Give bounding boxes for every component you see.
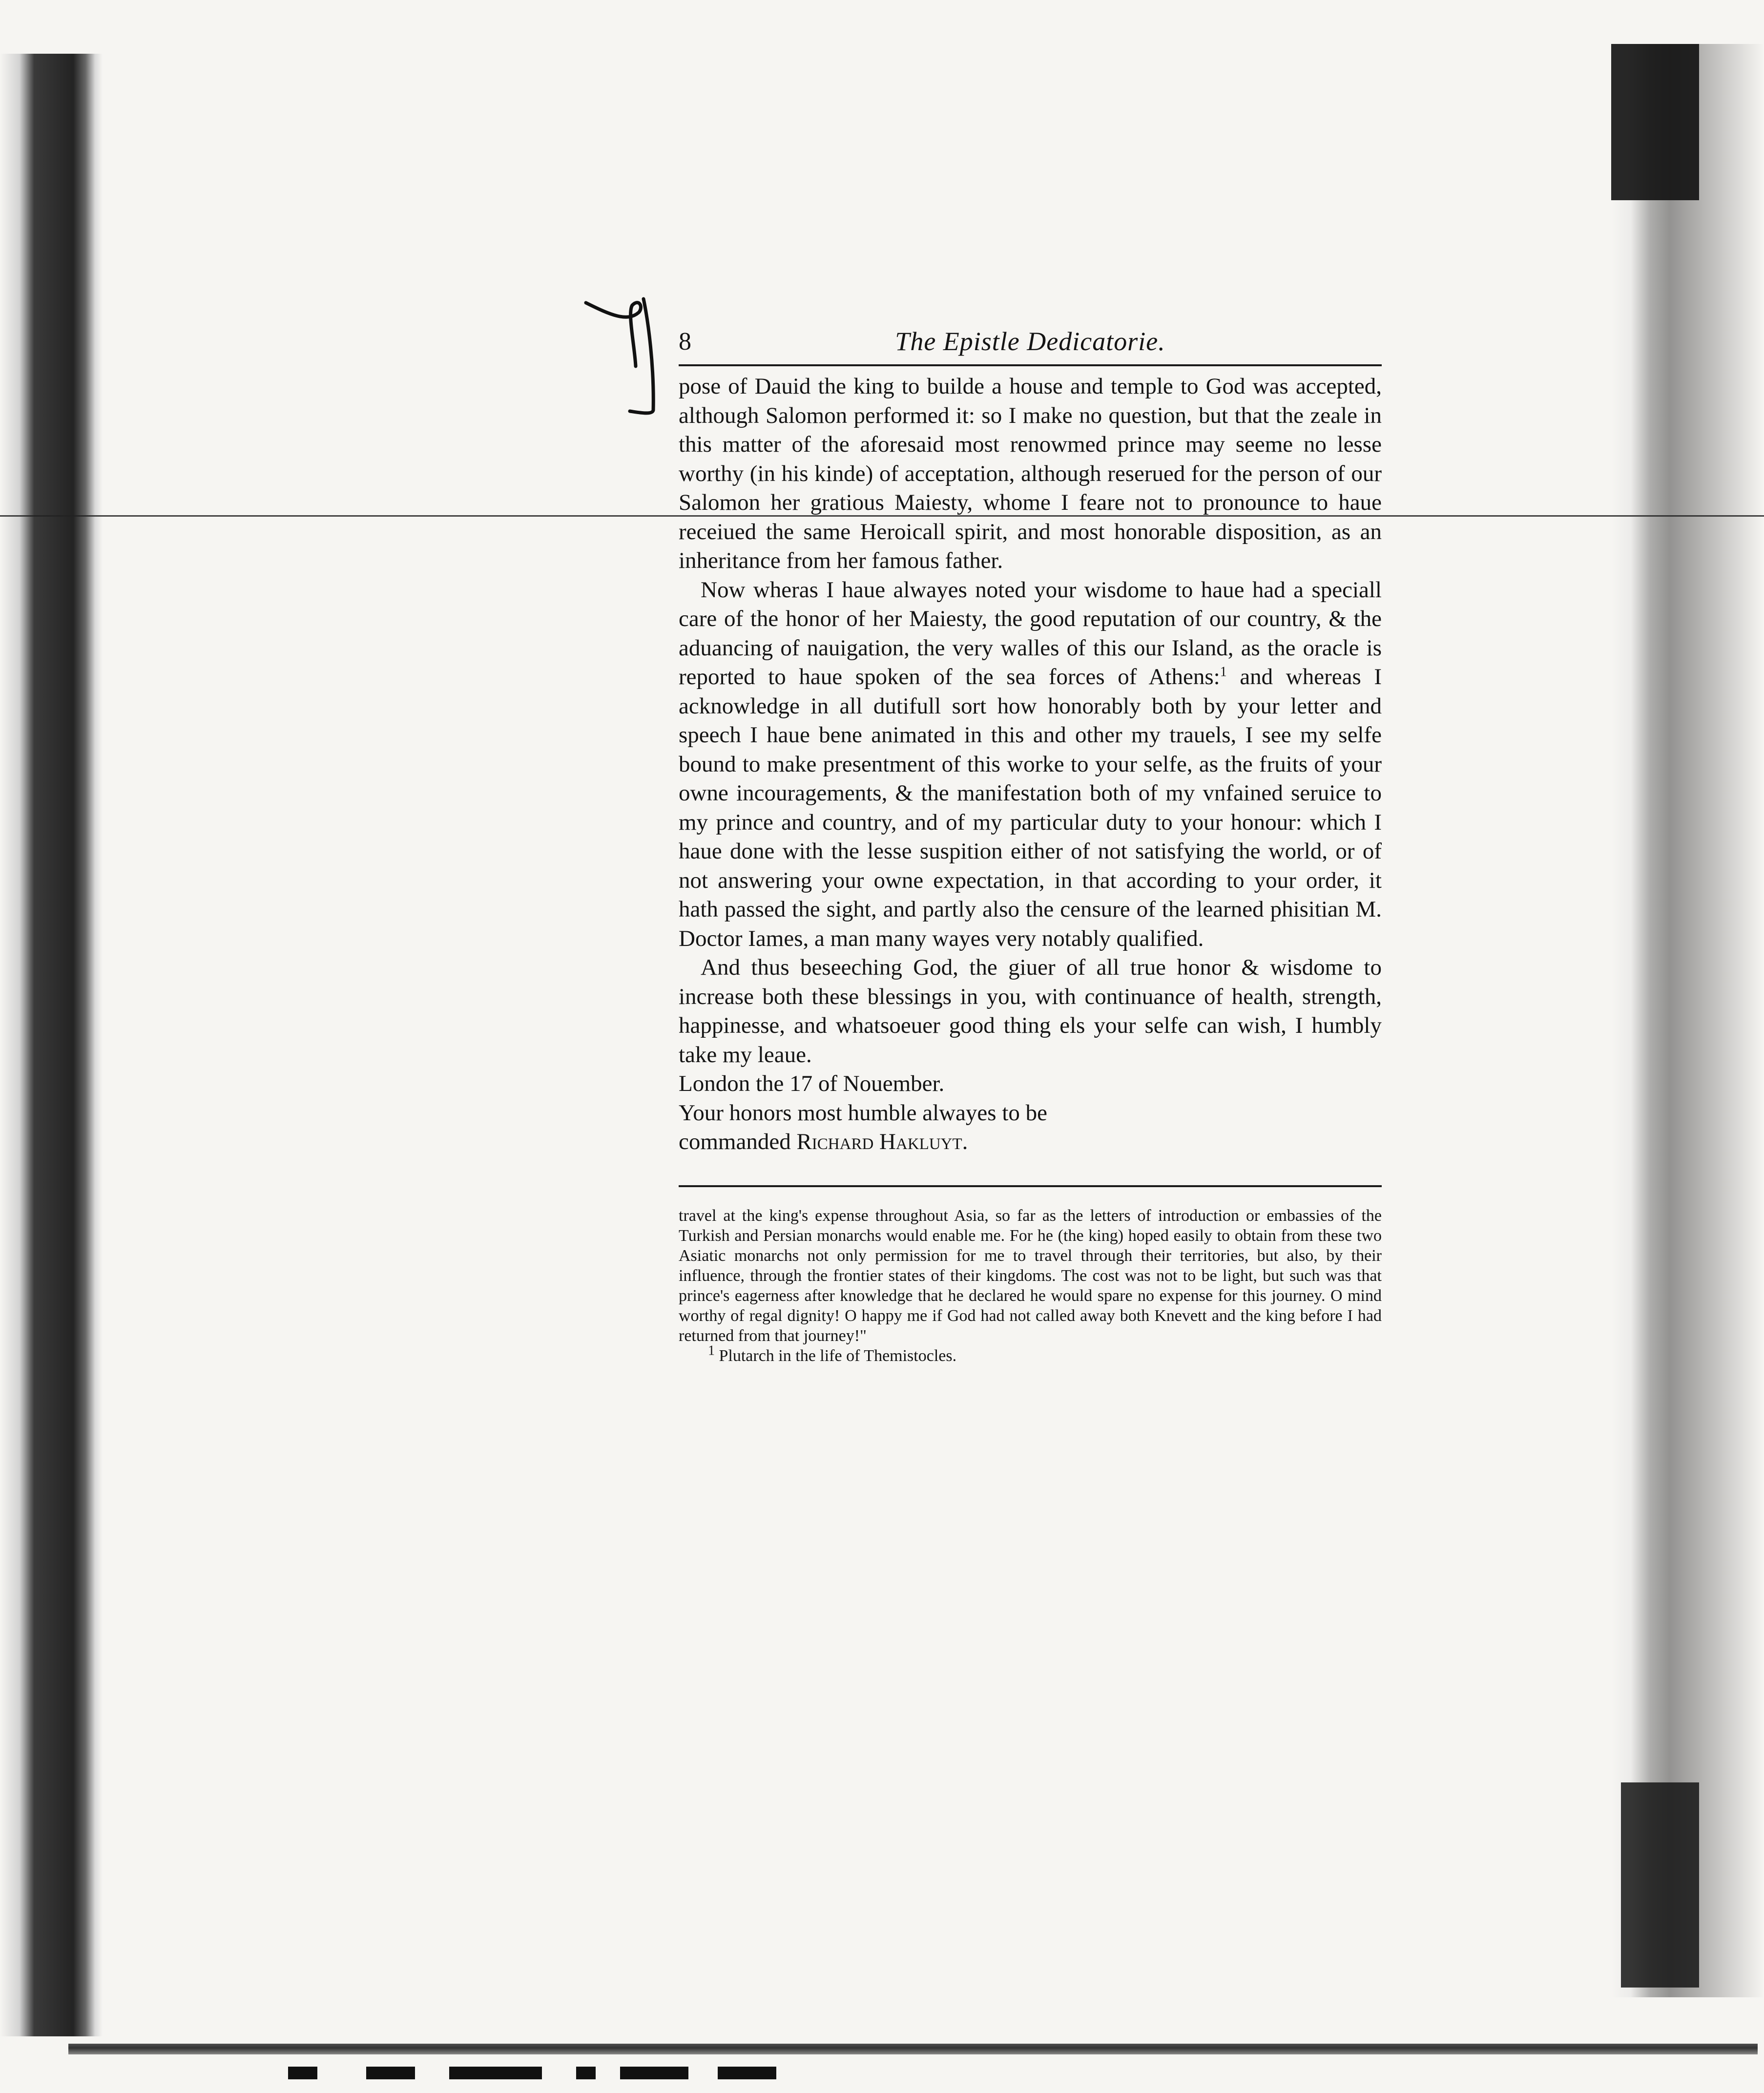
- footnote-marker: 1: [1220, 664, 1227, 680]
- scan-edge-left: [0, 54, 103, 2036]
- running-title: The Epistle Dedicatorie.: [895, 327, 1165, 356]
- footnote-continuation: travel at the king's expense throughout Asia, so far as the letters of introduction or embassies of the Turkish and Persian monarchs would enable me. For he (the king) hoped easily to obtain from these two Asiatic monarchs not only permission for me to travel through their territories, but also, by their influence, through the frontier states of their kingdoms. The cost was not to be light, but such was that prince's eagerness after knowledge that he declared he would spare no expense for this journey. O mind worthy of regal dignity! O happy me if God had not called away both Knevett and the king before I had returned from that journey!": [679, 1206, 1382, 1345]
- dateline: London the 17 of Nouember.: [679, 1071, 945, 1096]
- scan-edge-bottom: [68, 2044, 1758, 2054]
- scan-bottom-fragment: [449, 2067, 542, 2079]
- closing-line: Your honors most humble alwayes to be: [679, 1100, 1048, 1126]
- body-text: [679, 372, 1382, 1157]
- running-head: [679, 317, 1382, 361]
- handwritten-pen-mark: [581, 293, 684, 425]
- paragraph: pose of Dauid the king to builde a house and temple to God was accepted, although Salomon performed it: so I make no question, but that the zeale in this matter of the aforesaid most renowmed prince may seeme no lesse worthy (in his kinde) of acceptation, although reserued for the person of our Salomon her gratious Maiesty, whome I feare not to pronounce to haue receiued the same Heroicall spirit, and most honorable disposition, as an inheritance from her famous father.: [679, 374, 1382, 573]
- scan-bottom-fragment: [288, 2067, 317, 2079]
- paragraph: And thus beseeching God, the giuer of all true honor & wisdome to increase both these blessings in you, with continuance of health, strength, happinesse, and whatsoeuer good thing els your selfe can wish, I humbly take my leaue.: [679, 955, 1382, 1067]
- footnote-rule: [679, 1185, 1382, 1187]
- page-number: 8: [679, 328, 691, 356]
- book-page: [679, 317, 1382, 1366]
- footnote: $^1$ Plutarch in the life of Themistocles.: [708, 1343, 957, 1365]
- footnotes: [679, 1206, 1382, 1366]
- scan-bottom-fragment: [366, 2067, 415, 2079]
- closing-line: commanded Richard Hakluyt.: [679, 1129, 968, 1154]
- scan-bottom-fragment: [620, 2067, 688, 2079]
- footnote-number: 1: [708, 1343, 715, 1359]
- scan-shadow-bottom-right: [1621, 1782, 1699, 1988]
- signature: Richard Hakluyt.: [796, 1129, 968, 1154]
- scan-shadow-top-right: [1611, 44, 1699, 200]
- scan-bottom-fragment: [576, 2067, 596, 2079]
- paragraph: Now wheras I haue alwayes noted your wisdome to haue had a speciall care of the honor of her Maiesty, the good reputation of our country, & the aduancing of nauigation, the very walles of this our Island, as the oracle is reported to haue spoken of the sea forces of Athens:$^1$ and whereas I acknowledge in all dutifull sort how honorably both by your letter and speech I haue bene animated in this and other my trauels, I see my selfe bound to make presentment of this worke to your selfe, as the fruits of your owne incouragements, & the manifestation both of my vnfained seruice to my prince and country, and of my particular duty to your honour: which I haue done with the lesse suspition either of not satisfying the world, or of not answering your owne expectation, in that according to your order, it hath passed the sight, and partly also the censure of the learned phisitian M. Doctor Iames, a man many wayes very notably qualified.: [679, 577, 1382, 951]
- head-rule: [679, 364, 1382, 366]
- scan-edge-right: [1611, 44, 1764, 1997]
- scan-bottom-fragment: [718, 2067, 776, 2079]
